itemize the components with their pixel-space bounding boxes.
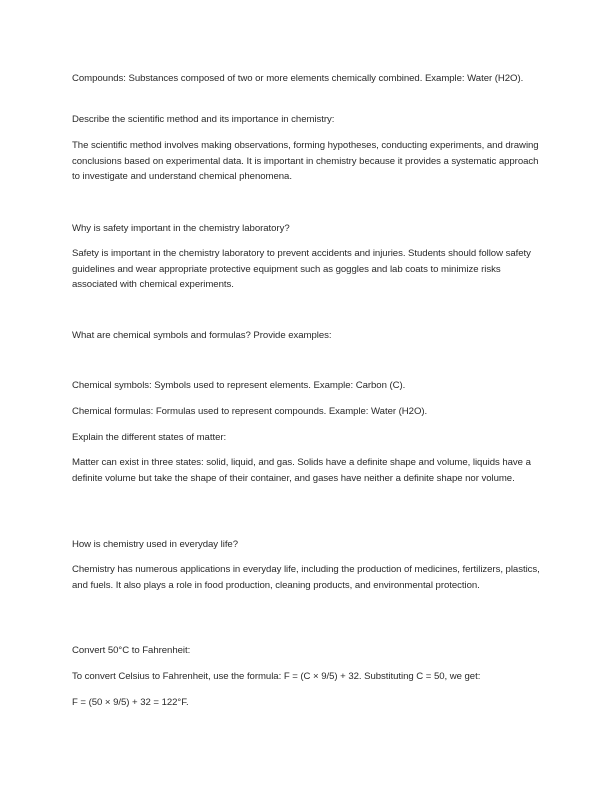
question-temperature-conversion: Convert 50°C to Fahrenheit: [72, 645, 191, 656]
answer-conversion-result: F = (50 × 9/5) + 32 = 122°F. [72, 697, 189, 708]
question-scientific-method: Describe the scientific method and its importance in chemistry: [72, 114, 335, 125]
question-everyday-chemistry: How is chemistry used in everyday life? [72, 539, 239, 550]
answer-everyday-chemistry: Chemistry has numerous applications in everyday life, including the production of medicines, fertilizers, plastics, and fuels. It also plays a role in food production, cleaning products, and environmental protection. [72, 564, 540, 591]
answer-conversion-formula: To convert Celsius to Fahrenheit, use the formula: F = (C × 9/5) + 32. Substituting C = 50, we get: [72, 671, 481, 682]
question-symbols-formulas: What are chemical symbols and formulas? Provide examples: [72, 330, 332, 341]
question-states-of-matter: Explain the different states of matter: [72, 432, 227, 443]
answer-lab-safety: Safety is important in the chemistry laboratory to prevent accidents and injuries. Students should follow safety guidelines and wear appropriate protective equipment such as goggles and lab coats to minimize risks associated with chemical experiments. [72, 248, 531, 291]
paragraph-compounds-definition: Compounds: Substances composed of two or more elements chemically combined. Example: Water (H2O). [72, 73, 524, 84]
answer-chemical-symbols: Chemical symbols: Symbols used to represent elements. Example: Carbon (C). [72, 380, 406, 391]
question-lab-safety: Why is safety important in the chemistry laboratory? [72, 223, 290, 234]
answer-chemical-formulas: Chemical formulas: Formulas used to represent compounds. Example: Water (H2O). [72, 406, 428, 417]
answer-states-of-matter: Matter can exist in three states: solid, liquid, and gas. Solids have a definite shape and volume, liquids have a definite volume but take the shape of their container, and gases have neither a definite shape nor volume. [72, 457, 531, 484]
answer-scientific-method: The scientific method involves making observations, forming hypotheses, conducting experiments, and drawing conclusions based on experimental data. It is important in chemistry because it provides a systematic approach to investigate and understand chemical phenomena. [72, 140, 539, 183]
